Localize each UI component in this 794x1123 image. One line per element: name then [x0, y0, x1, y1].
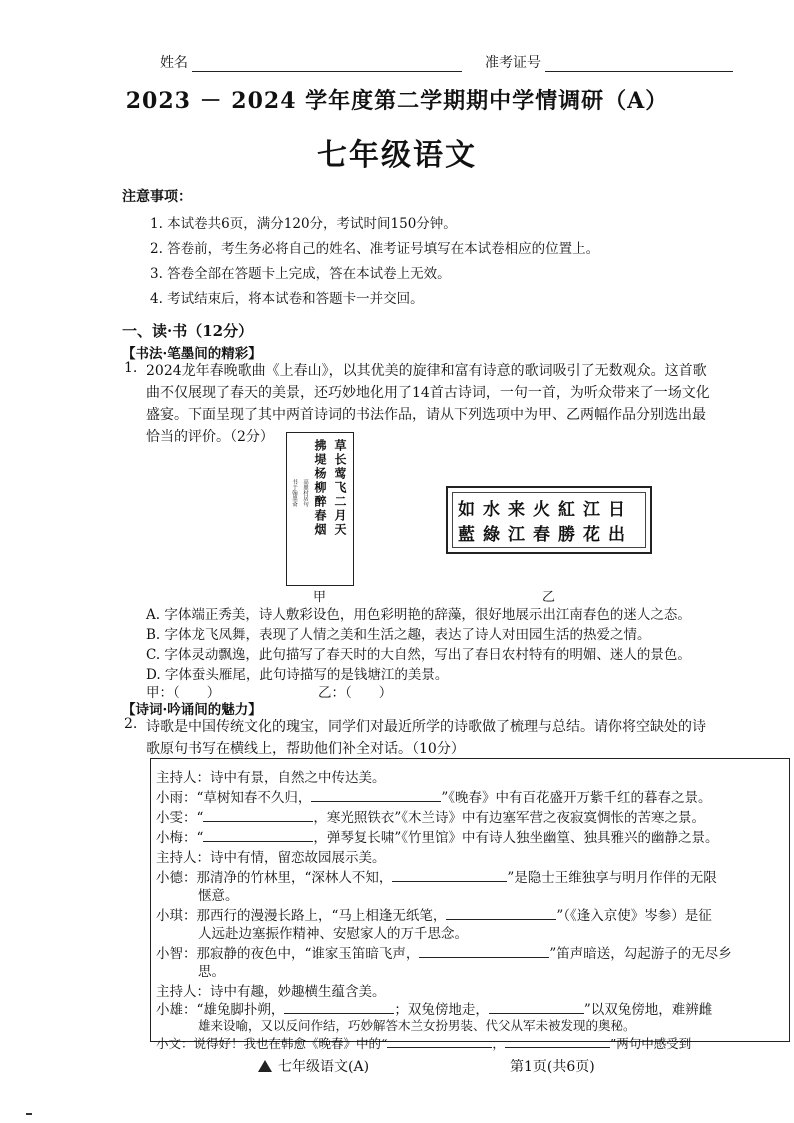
calligraphy-b-row: 藍綠江春勝花出 [458, 525, 633, 545]
question-line: 诗歌是中国传统文化的瑰宝，同学们对最近所学的诗歌做了梳理与总结。请你将空缺处的诗 [146, 719, 706, 735]
dialog-text: ；双兔傍地走， [394, 1002, 489, 1018]
dialog-text: 小德：那清净的竹林里，“深林人不知， [156, 870, 393, 886]
question-line: 曲不仅展现了春天的美景，还巧妙地化用了14首古诗词，一句一首，为听众带来了一场文化 [146, 385, 710, 401]
subsection-heading: 【书法·笔墨间的精彩】 [122, 346, 262, 362]
dialog-text: ”《晚春》中有百花盛开万紫千红的暮春之景。 [441, 790, 712, 806]
calligraphy-a-column: 拂堤杨柳醉春烟 [313, 439, 327, 537]
subsection-heading: 【诗词·吟诵间的魅力】 [122, 702, 262, 718]
answer-b: 乙：（ ） [318, 685, 393, 701]
exam-id-blank [545, 57, 733, 72]
calligraphy-a-inscription: 书于翰墨斋 [291, 479, 297, 507]
dialog-text: 小雄：“雄兔脚扑朔， [156, 1002, 285, 1018]
answer-blank[interactable] [311, 789, 441, 802]
answer-blank[interactable] [284, 1001, 394, 1014]
answer-blank[interactable] [387, 1035, 492, 1048]
dialog-text: 小智：那寂静的夜色中，“谁家玉笛暗飞声， [156, 946, 420, 962]
dialog-text: 小雨：“草树知春不久归， [156, 790, 312, 806]
answer-blank[interactable] [392, 869, 507, 882]
calligraphy-a-inscription: 高鼎村居句 [302, 479, 308, 507]
question-2-text [146, 716, 786, 760]
answer-blank[interactable] [419, 945, 549, 958]
exam-title: 2023 － 2024 学年度第二学期期中学情调研（A） [125, 88, 669, 114]
answer-blank[interactable] [505, 1035, 610, 1048]
dialog-text: ”以双兔傍地，难辨雌 [583, 1002, 713, 1018]
dialog-text: ”（《逢入京使》岑参）是征 [556, 908, 712, 924]
dialog-line: 主持人：诗中有趣，妙趣横生蕴含美。 [156, 984, 386, 1000]
dialog-text: ，弹琴复长啸”《竹里馆》中有诗人独坐幽篁、独具雅兴的幽静之景。 [313, 830, 719, 846]
option-a: A. 字体端正秀美，诗人敷彩设色，用色彩明艳的辞藻，很好地展示出江南春色的迷人之态。 [146, 607, 691, 623]
dialog-line [156, 998, 712, 1018]
footer-subject: 七年级语文(A) [278, 1059, 370, 1075]
notice-item: 2. 答卷前，考生务必将自己的姓名、准考证号填写在本试卷相应的位置上。 [150, 241, 600, 257]
option-c: C. 字体灵动飘逸，此句描写了春天时的大自然，写出了春日农村特有的明媚、迷人的景色。 [146, 647, 691, 663]
answer-blank[interactable] [446, 907, 556, 920]
answer-a: 甲：（ ） [146, 685, 221, 701]
dialog-line: 主持人：诗中有景，自然之中传达美。 [156, 770, 386, 786]
dialog-text: ”笛声暗送，勾起游子的无尽乡 [549, 946, 732, 962]
dialog-line: 惬意。 [198, 888, 239, 904]
footer-left [258, 1056, 369, 1076]
dialog-text: ”是隐士王维独享与明月作伴的无限 [507, 870, 717, 886]
exam-id-field [485, 52, 733, 72]
question-line: 歌原句书写在横线上，帮助他们补全对话。（10分） [146, 741, 465, 757]
exam-id-label: 准考证号 [485, 55, 541, 71]
question-number: 1. [124, 360, 138, 376]
dialog-text: ”两句中感受到 [609, 1036, 692, 1051]
name-field [160, 52, 462, 72]
notice-item: 4. 考试结束后，将本试卷和答题卡一并交回。 [150, 291, 424, 307]
dialog-line [156, 1034, 691, 1052]
dialog-line [156, 866, 717, 886]
calligraphy-b-frame [446, 486, 652, 554]
option-b: B. 字体龙飞凤舞，表现了人情之美和生活之趣，表达了诗人对田园生活的热爱之情。 [146, 627, 651, 643]
dialog-line: 雄来设喻，又以反问作结，巧妙解答木兰女扮男装、代父从军未被发现的奥秘。 [198, 1018, 636, 1033]
dialog-line: 思。 [198, 964, 225, 980]
dialog-line [156, 786, 712, 806]
notice-heading: 注意事项： [122, 189, 192, 205]
question-line: 盛宴。下面呈现了其中两首诗词的书法作品，请从下列选项中为甲、乙两幅作品分别选出最 [146, 407, 706, 423]
dialog-text: ，寒光照铁衣”《木兰诗》中有边塞军营之夜寂寞惆怅的苦寒之景。 [313, 810, 706, 826]
calligraphy-b-row: 如水来火紅江日 [458, 500, 633, 520]
question-line: 2024龙年春晚歌曲《上春山》，以其优美的旋律和富有诗意的歌词吸引了无数观众。这首歌 [146, 363, 707, 379]
answer-blank[interactable] [203, 809, 313, 822]
calligraphy-a-column: 草长莺飞二月天 [333, 439, 347, 537]
dialog-line: 主持人：诗中有情，留恋故园展示美。 [156, 850, 386, 866]
name-blank [192, 57, 462, 72]
section-heading: 一、读·书（12分） [122, 322, 254, 340]
notice-item: 3. 答卷全部在答题卡上完成，答在本试卷上无效。 [150, 266, 451, 282]
notice-item: 1. 本试卷共6页，满分120分，考试时间150分钟。 [150, 216, 457, 232]
answer-blank[interactable] [489, 1001, 584, 1014]
dialog-text: 小文：说得好！我也在韩愈《晚春》中的“ [156, 1036, 388, 1051]
dialog-text: 小梅：“ [156, 830, 204, 846]
triangle-icon [258, 1060, 272, 1072]
scan-mark [26, 1113, 32, 1115]
dialog-text: 小琪：那西行的漫漫长路上，“马上相逢无纸笔， [156, 908, 447, 924]
dialog-line [156, 942, 732, 962]
option-d: D. 字体蚕头雁尾，此句诗描写的是钱塘江的美景。 [146, 667, 449, 683]
question-number: 2. [124, 716, 138, 732]
name-label: 姓名 [160, 55, 188, 71]
dialog-text: ， [492, 1036, 505, 1051]
calligraphy-b-label: 乙 [542, 590, 556, 605]
subject-title: 七年级语文 [317, 138, 477, 173]
answer-blank[interactable] [203, 829, 313, 842]
calligraphy-a-label: 甲 [313, 590, 327, 605]
calligraphy-a-frame [286, 432, 354, 586]
dialog-line [156, 904, 712, 924]
question-line: 恰当的评价。（2分） [146, 429, 274, 445]
dialog-line: 人远赴边塞振作精神、安慰家人的万千思念。 [198, 926, 468, 942]
dialog-line [156, 806, 705, 826]
question-1-text [146, 360, 786, 448]
dialog-line [156, 826, 719, 846]
dialog-text: 小雯：“ [156, 810, 204, 826]
footer-page: 第1页(共6页) [510, 1059, 595, 1075]
